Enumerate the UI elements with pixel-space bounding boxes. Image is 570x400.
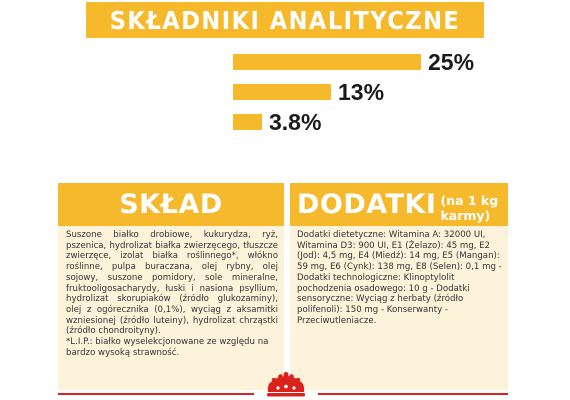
additives-subtitle: (na 1 kg karmy) (440, 192, 499, 223)
composition-footnote: *L.I.P.: białko wyselekcjonowane ze względu na bardzo wysoką strawność. (66, 337, 269, 358)
royal-canin-crown-logo-icon (259, 368, 313, 400)
footer-line-left (58, 393, 254, 395)
analytic-bar (233, 84, 331, 100)
additives-header (290, 183, 508, 226)
footer-line-right (318, 393, 508, 395)
analytic-row-value: 3.8% (269, 108, 322, 135)
analytic-bar (233, 114, 262, 130)
composition-panel (58, 183, 284, 390)
analytic-row-value: 13% (338, 78, 385, 105)
composition-body (58, 226, 284, 358)
analytic-bar (233, 54, 421, 70)
composition-header (58, 183, 284, 226)
additives-body (290, 226, 508, 326)
additives-title: DODATKI (297, 189, 437, 220)
composition-title: SKŁAD (119, 189, 223, 220)
analytic-title: SKŁADNIKI ANALITYCZNE (109, 5, 461, 35)
additives-panel (290, 183, 508, 390)
additives-text: Dodatki dietetyczne: Witamina A: 32000 UI, Witamina D3: 900 UI, E1 (Żelazo): 45 mg, E2 (Jod): 4,5 mg, E4 (Miedź): 14 mg, E5 (Mangan): 59 mg, E6 (Cynk): 138 mg, E8 (Selen): 0,1 mg - Dodatki technologiczne: Klinoptylolit pochodzenia osadowego: 10 g - Dodatki sensoryczne: Wyciąg z herbaty (źródło polifenoli): 150 mg - Konserwanty - Przeciwutleniacze. (297, 230, 502, 326)
composition-text: Suszone białko drobiowe, kukurydza, ryż, pszenica, hydrolizat białka zwierzęcego, tłuszcze zwierzęce, izolat białka roślinnego*, włókno roślinne, pulpa buraczana, olej rybny, olej sojowy, suszone pomidory, sole mineralne, fruktooligosacharydy, łuski i nasiona psyllium, hydrolizat skorupiaków (źródło glukozaminy), olej z ogórecznika (0,1%), wyciąg z aksamitki wzniesionej (źródło luteiny), hydrolizat chrząstki (źródło chondroityny). (66, 230, 278, 337)
analytic-row-value: 25% (428, 48, 475, 75)
analytic-banner (86, 2, 484, 38)
